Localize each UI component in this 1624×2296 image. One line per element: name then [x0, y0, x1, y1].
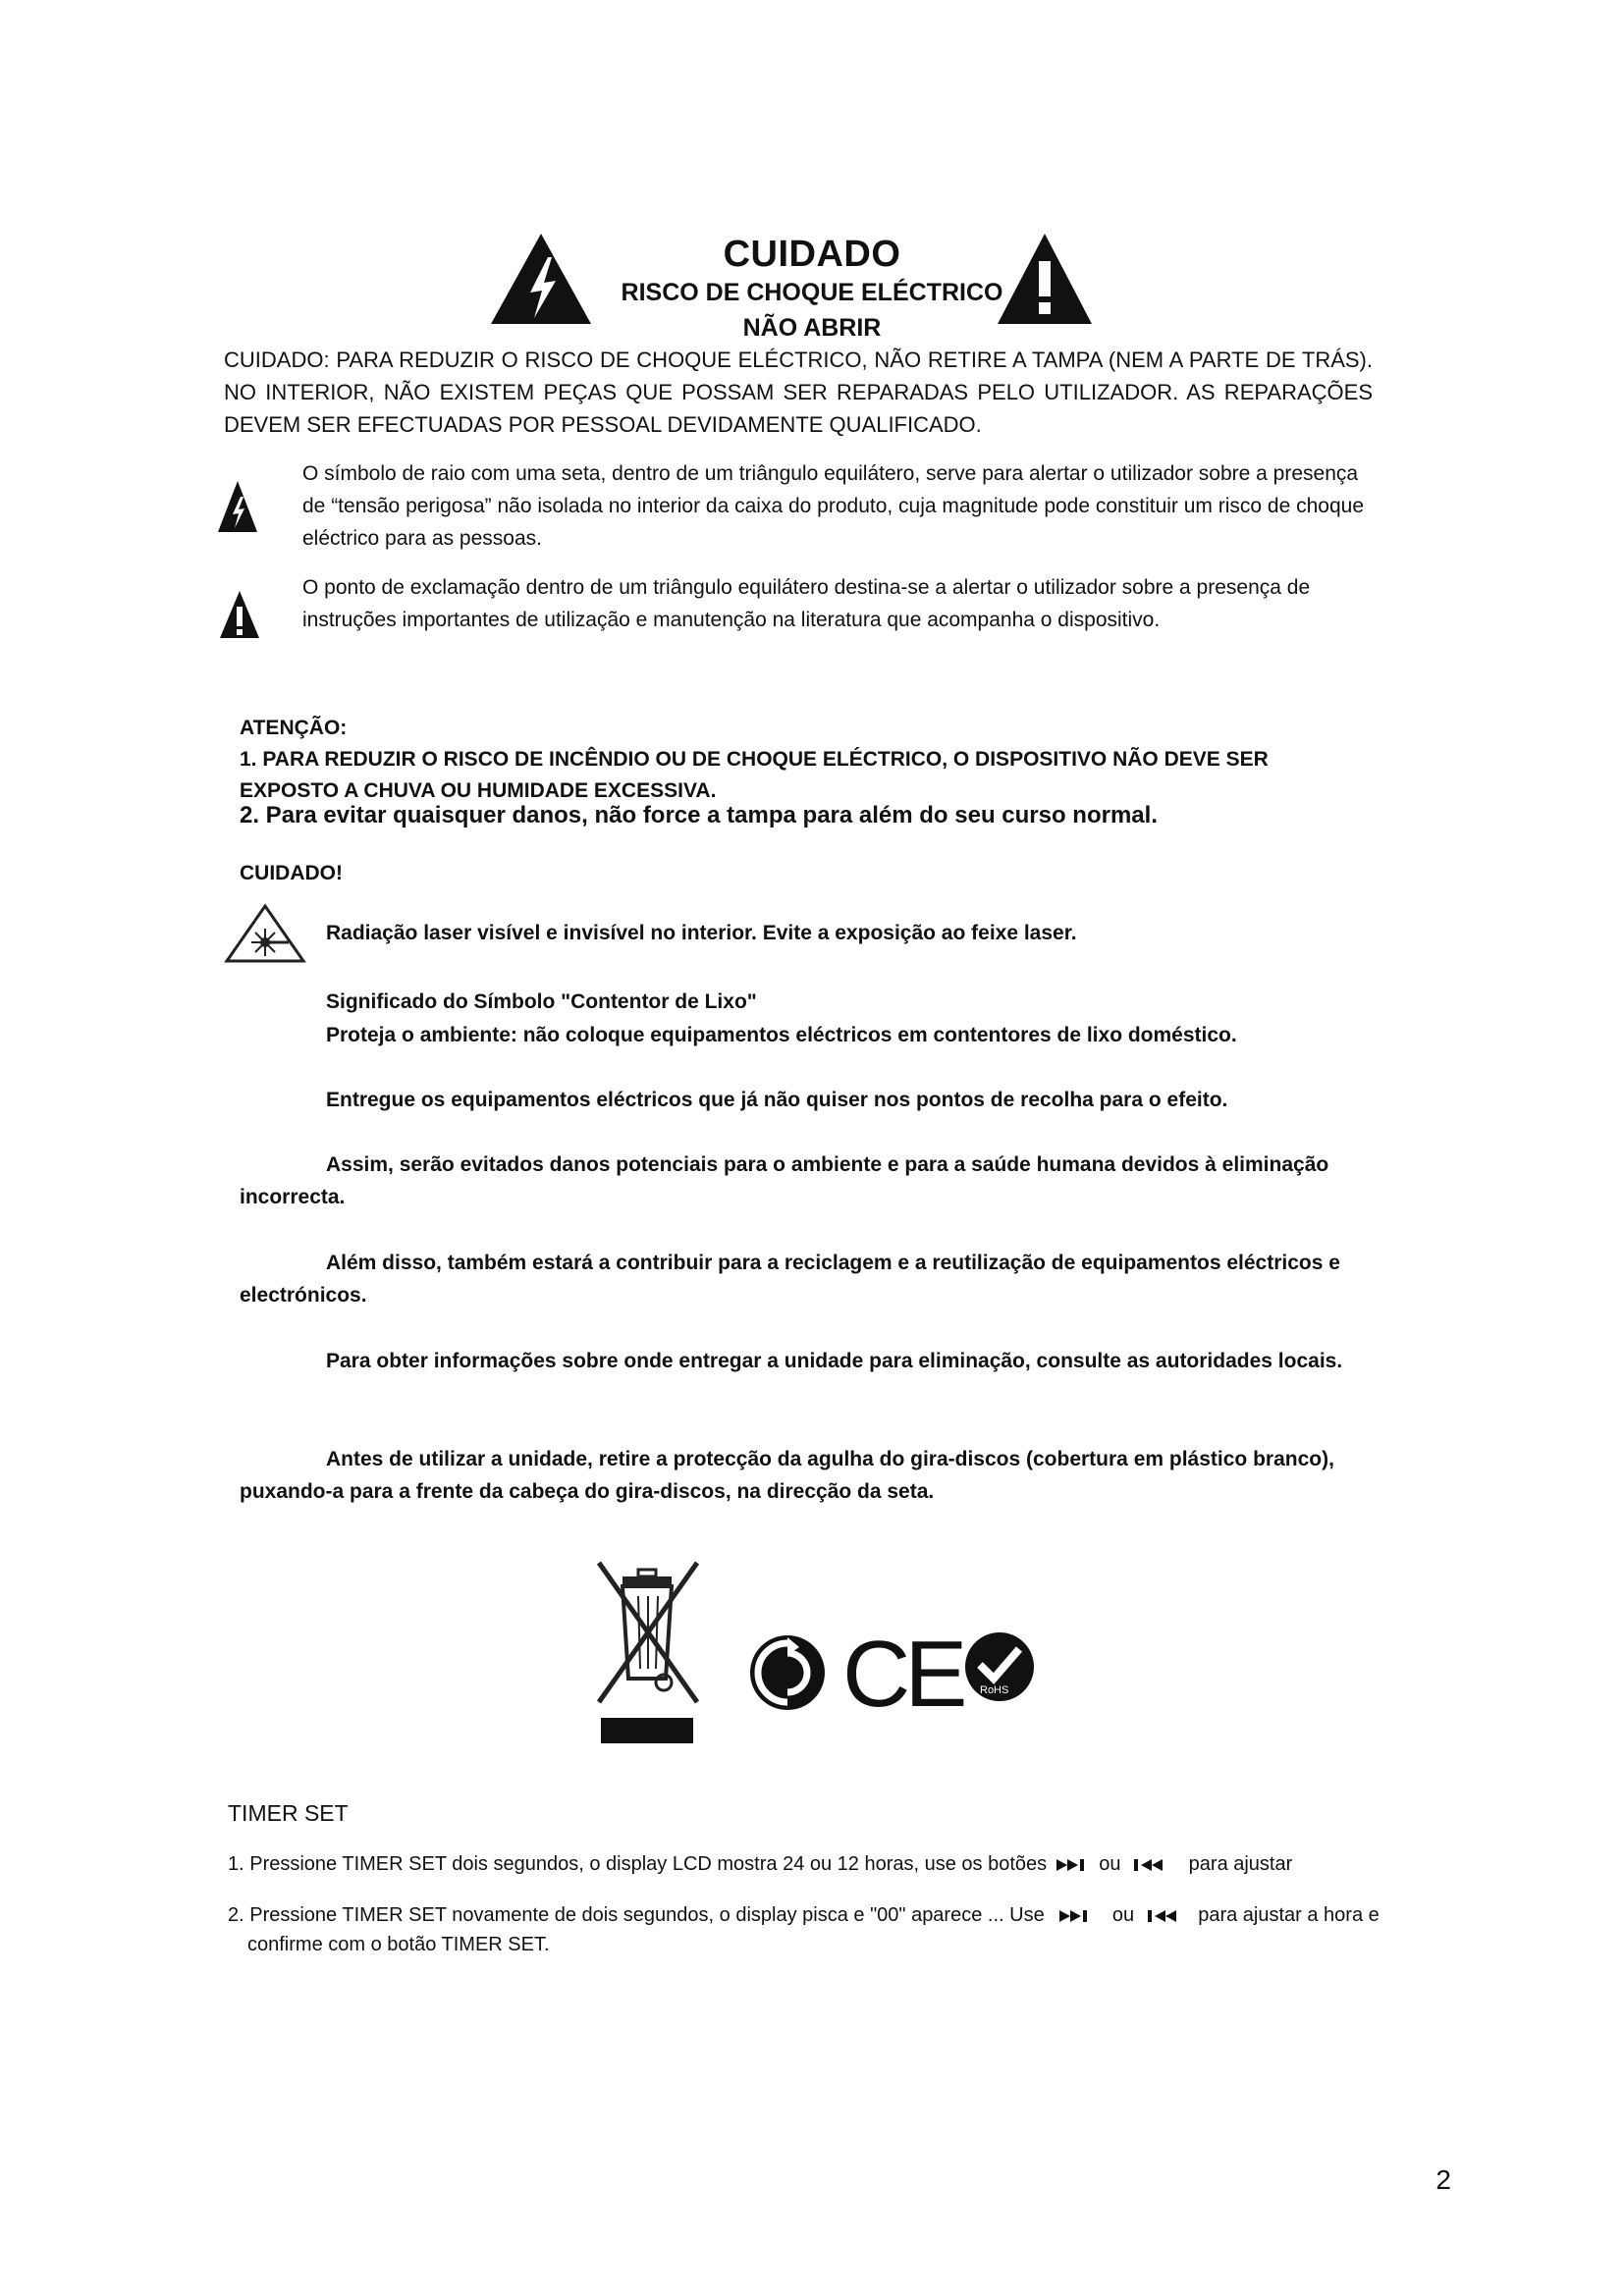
laser-warning-icon	[224, 903, 306, 964]
lightning-symbol-text: O símbolo de raio com uma seta, dentro de um triângulo equilátero, serve para alertar o utilizador sobre a presença de “tensão perigosa” não isolada no interior da caixa do produto, cuja magnitude pode constituir um risco de choque eléctrico para as pessoas.	[302, 462, 1365, 550]
caution-paragraph: CUIDADO: PARA REDUZIR O RISCO DE CHOQUE ELÉCTRICO, NÃO RETIRE A TAMPA (NEM A PARTE DE TRÁS). NO INTERIOR, NÃO EXISTEM PEÇAS QUE POSSAM SER REPARADAS PELO UTILIZADOR. AS REPARAÇÕES DEVEM SER EFECTUADAS POR PESSOAL DEVIDAMENTE QUALIFICADO.	[224, 347, 1373, 437]
page-number: 2	[1435, 2164, 1451, 2195]
exclamation-triangle-icon	[218, 589, 261, 640]
timer-set-title: TIMER SET	[228, 1800, 349, 1826]
waste-line-1: Proteja o ambiente: não coloque equipamentos eléctricos em contentores de lixo doméstico.	[326, 1024, 1237, 1046]
timer-item-1-or: ou	[1099, 1853, 1121, 1875]
previous-track-icon	[1130, 1858, 1164, 1872]
next-track-icon-2	[1059, 1909, 1093, 1923]
page-subtitle-2: NÃO ABRIR	[742, 314, 882, 342]
laser-caution-title: CUIDADO!	[240, 862, 343, 884]
attention-item-1: 1. PARA REDUZIR O RISCO DE INCÊNDIO OU DE CHOQUE ELÉCTRICO, O DISPOSITIVO NÃO DEVE SER EXPOSTO A CHUVA OU HUMIDADE EXCESSIVA.	[240, 748, 1269, 802]
timer-item-2-or: ou	[1111, 1904, 1135, 1926]
page-title: CUIDADO	[723, 234, 901, 275]
timer-item-2-end: para ajustar a hora e confirme com o botão TIMER SET.	[247, 1904, 1380, 1955]
timer-item-1-text: 1. Pressione TIMER SET dois segundos, o display LCD mostra 24 ou 12 horas, use os botões	[228, 1853, 1048, 1875]
attention-item-2: 2. Para evitar quaisquer danos, não force a tampa para além do seu curso normal.	[240, 802, 1158, 828]
waste-line-2: Entregue os equipamentos eléctricos que já não quiser nos pontos de recolha para o efeito.	[326, 1089, 1228, 1111]
waste-paragraph-6: Antes de utilizar a unidade, retire a protecção da agulha do gira-discos (cobertura em plástico branco), puxando-a para a frente da cabeça do gira-discos, na direcção da seta.	[240, 1448, 1334, 1503]
exclamation-symbol-text: O ponto de exclamação dentro de um triângulo equilátero destina-se a alertar o utilizador sobre a presença de instruções importantes de utilização e manutenção na literatura que acompanha o dispositivo.	[302, 576, 1311, 631]
exclamation-warning-icon	[994, 230, 1096, 328]
lightning-triangle-icon	[216, 479, 259, 534]
next-track-icon	[1056, 1858, 1090, 1872]
waste-paragraph-3: Assim, serão evitados danos potenciais para o ambiente e para a saúde humana devidos à eliminação incorrecta.	[240, 1153, 1329, 1208]
timer-item-1	[228, 1849, 1445, 1879]
timer-item-2	[228, 1900, 1445, 1959]
previous-track-icon-2	[1144, 1909, 1177, 1923]
weee-bin-icon	[589, 1557, 707, 1743]
page-subtitle: RISCO DE CHOQUE ELÉCTRICO	[621, 279, 1003, 306]
rohs-label: RoHS	[980, 1684, 1009, 1696]
timer-item-2-text: 2. Pressione TIMER SET novamente de dois segundos, o display pisca e "00" aparece ... Use	[228, 1904, 1045, 1926]
laser-text: Radiação laser visível e invisível no interior. Evite a exposição ao feixe laser.	[326, 922, 1077, 944]
ce-mark: CE	[842, 1622, 962, 1727]
waste-paragraph-5: Para obter informações sobre onde entregar a unidade para eliminação, consulte as autoridades locais.	[326, 1350, 1343, 1372]
waste-paragraph-4: Além disso, também estará a contribuir para a reciclagem e a reutilização de equipamentos eléctricos e electrónicos.	[240, 1252, 1340, 1307]
timer-item-1-end: para ajustar	[1188, 1853, 1293, 1875]
waste-symbol-title: Significado do Símbolo "Contentor de Lixo"	[326, 990, 757, 1013]
green-dot-recycling-icon	[748, 1633, 827, 1712]
attention-title: ATENÇÃO:	[240, 717, 348, 739]
